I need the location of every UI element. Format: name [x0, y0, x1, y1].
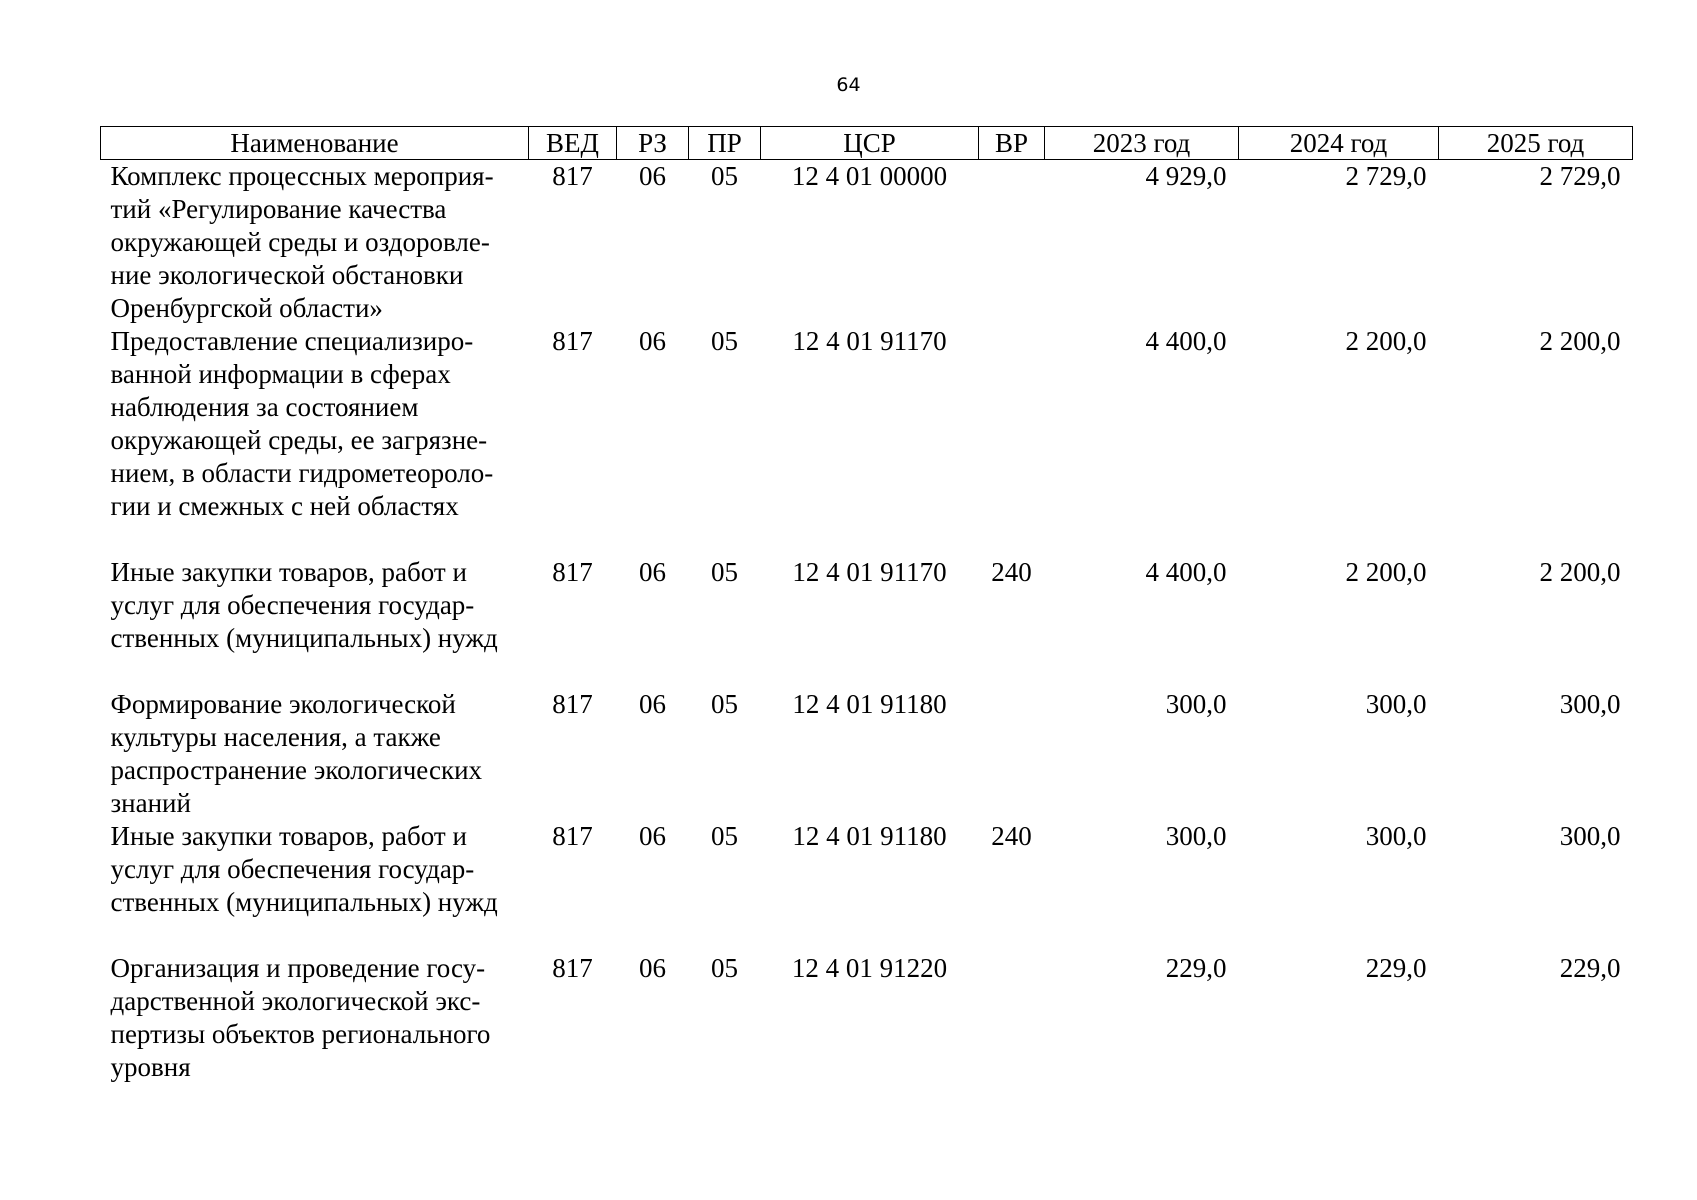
row-2024: 300,0 — [1365, 821, 1427, 851]
row-2025: 300,0 — [1559, 689, 1621, 719]
header-2024: 2024 год — [1239, 127, 1439, 160]
table-row — [101, 160, 1633, 326]
row-name: Организация и проведение госу-дарственной экологической экс-пертизы объектов регионального уровня — [110, 953, 491, 1082]
row-vr — [979, 160, 1045, 326]
header-ved: ВЕД — [529, 127, 617, 160]
row-2023: 4 400,0 — [1145, 326, 1227, 356]
row-rz: 06 — [639, 953, 666, 983]
row-csr: 12 4 01 91170 — [792, 326, 947, 356]
header-csr: ЦСР — [761, 127, 979, 160]
row-csr: 12 4 01 91220 — [791, 953, 948, 983]
row-name: Предоставление специализиро-ванной информации в сферах наблюдения за состоянием окружающей среды, ее загрязне-нием, в области гидрометеороло-гии и смежных с ней областях — [110, 326, 494, 521]
header-2023: 2023 год — [1045, 127, 1239, 160]
table-header-row — [101, 127, 1633, 160]
budget-table — [100, 126, 1633, 1084]
row-2025: 229,0 — [1559, 953, 1621, 983]
row-2023: 229,0 — [1165, 953, 1227, 983]
page-number: 64 — [836, 74, 861, 96]
row-2025: 2 200,0 — [1539, 326, 1621, 356]
row-pr: 05 — [711, 326, 738, 356]
row-pr: 05 — [711, 821, 738, 851]
row-2024: 2 200,0 — [1345, 557, 1427, 587]
row-2023: 300,0 — [1165, 689, 1227, 719]
row-rz: 06 — [639, 161, 666, 191]
row-2024: 2 200,0 — [1345, 326, 1427, 356]
row-csr: 12 4 01 91180 — [792, 821, 947, 851]
table-row — [101, 556, 1633, 688]
row-pr: 05 — [711, 689, 738, 719]
row-ved: 817 — [552, 557, 593, 587]
row-name: Иные закупки товаров, работ и услуг для обеспечения государ-ственных (муниципальных) нужд — [110, 557, 498, 653]
row-rz: 06 — [639, 689, 666, 719]
table-row — [101, 325, 1633, 556]
row-name: Формирование экологической культуры населения, а также распространение экологических знаний — [110, 689, 483, 818]
row-ved: 817 — [552, 821, 593, 851]
row-2025: 2 729,0 — [1539, 161, 1621, 191]
row-rz: 06 — [639, 821, 666, 851]
header-vr: ВР — [979, 127, 1045, 160]
row-vr — [979, 325, 1045, 556]
row-2024: 2 729,0 — [1345, 161, 1427, 191]
row-csr: 12 4 01 00000 — [791, 161, 948, 191]
table-row — [101, 820, 1633, 952]
row-name: Иные закупки товаров, работ и услуг для обеспечения государ-ственных (муниципальных) нужд — [110, 821, 498, 917]
table-row — [101, 688, 1633, 820]
row-vr — [979, 952, 1045, 1084]
row-pr: 05 — [711, 953, 738, 983]
row-ved: 817 — [552, 689, 593, 719]
row-2024: 300,0 — [1365, 689, 1427, 719]
row-2025: 300,0 — [1559, 821, 1621, 851]
header-name: Наименование — [101, 127, 529, 160]
row-ved: 817 — [552, 161, 593, 191]
row-rz: 06 — [639, 557, 666, 587]
row-pr: 05 — [711, 161, 738, 191]
row-ved: 817 — [552, 326, 593, 356]
row-vr — [979, 688, 1045, 820]
header-2025: 2025 год — [1439, 127, 1633, 160]
row-2023: 4 929,0 — [1145, 161, 1227, 191]
row-vr: 240 — [991, 557, 1032, 587]
row-2023: 4 400,0 — [1145, 557, 1227, 587]
header-pr: ПР — [689, 127, 761, 160]
table-row — [101, 952, 1633, 1084]
header-rz: РЗ — [617, 127, 689, 160]
row-2025: 2 200,0 — [1539, 557, 1621, 587]
row-2024: 229,0 — [1365, 953, 1427, 983]
row-2023: 300,0 — [1165, 821, 1227, 851]
row-csr: 12 4 01 91180 — [792, 689, 947, 719]
row-vr: 240 — [991, 821, 1032, 851]
row-rz: 06 — [639, 326, 666, 356]
row-name: Комплекс процессных мероприя-тий «Регулирование качества окружающей среды и оздоровле-ние экологической обстановки Оренбургской области» — [110, 161, 494, 323]
row-pr: 05 — [711, 557, 738, 587]
row-ved: 817 — [552, 953, 593, 983]
row-csr: 12 4 01 91170 — [792, 557, 947, 587]
